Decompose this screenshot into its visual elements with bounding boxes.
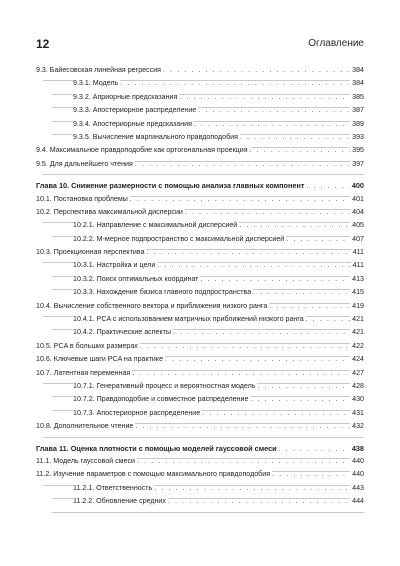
dot-leader <box>194 121 350 128</box>
toc-entry-title: 10.3.2. Поиск оптимальных координат <box>73 274 199 283</box>
dot-leader <box>137 458 350 465</box>
dot-leader <box>173 329 350 336</box>
toc-subsection-entry[interactable] <box>36 497 364 510</box>
toc-entry-title: 9.3.4. Апостериорные предсказания <box>73 119 192 128</box>
toc-entry-page: 385 <box>352 92 364 101</box>
dot-leader <box>286 236 350 243</box>
toc-subsection-entry[interactable] <box>36 235 364 248</box>
toc-entry-page: 411 <box>352 248 364 257</box>
toc-entry-page: 384 <box>352 79 364 88</box>
dot-leader <box>200 276 350 283</box>
running-header: Оглавление <box>308 38 364 49</box>
toc-entry-title: Глава 10. Снижение размерности с помощью анализа главных компонент <box>36 181 305 191</box>
toc-section-entry[interactable] <box>36 369 364 382</box>
toc-entry-title: 10.3.3. Нахождение базиса главного подпространства <box>73 288 252 297</box>
toc-entry-page: 428 <box>352 381 364 390</box>
toc-entry-page: 401 <box>352 194 364 203</box>
toc-entry-title: 9.4. Максимальное правдоподобие как ортогональная проекция <box>36 146 248 155</box>
dot-leader <box>272 471 350 478</box>
dot-leader <box>239 222 350 229</box>
dot-leader <box>140 343 350 350</box>
toc-entry-title: 10.3.1. Настройка и цели <box>73 261 156 270</box>
toc-subsection-entry[interactable] <box>36 221 364 234</box>
toc-subsection-entry[interactable] <box>36 133 364 146</box>
toc-subsection-entry[interactable] <box>36 395 364 408</box>
toc-entry-title: 10.7.2. Правдоподобие и совместное распределение <box>73 395 249 404</box>
toc-section-entry[interactable] <box>36 355 364 368</box>
toc-section-entry[interactable] <box>36 248 364 261</box>
toc-section-entry[interactable] <box>36 195 364 208</box>
toc-entry-title: Глава 11. Оценка плотности с помощью моделей гауссовой смеси <box>36 443 277 453</box>
toc-entry-title: 10.4.1. PCA с использованием матричных приближений низкого ранга <box>73 315 304 324</box>
toc-entry-page: 421 <box>352 328 364 337</box>
page-number: 12 <box>36 37 50 51</box>
dot-leader <box>157 262 350 269</box>
toc-subsection-entry[interactable] <box>36 106 364 119</box>
toc-entry-page: 405 <box>352 221 364 230</box>
toc-entry-title: 10.7. Латентная переменная <box>36 368 131 377</box>
toc-entry-title: 9.3. Байесовская линейная регрессия <box>36 66 162 74</box>
toc-section-entry[interactable] <box>36 422 364 435</box>
dot-leader <box>165 356 350 363</box>
toc-entry-page: 397 <box>352 159 364 168</box>
dot-leader <box>185 209 350 216</box>
toc-subsection-entry[interactable] <box>36 120 364 133</box>
dot-leader <box>135 161 350 168</box>
dot-leader <box>163 67 350 74</box>
toc-entry-title: 10.2.2. M-мерное подпространство с максимальной дисперсией <box>73 234 285 243</box>
dot-leader <box>269 303 350 310</box>
toc-entry-page: 444 <box>352 497 364 506</box>
toc-entry-page: 415 <box>352 288 364 297</box>
toc-entry-title: 10.6. Ключевые шаги PCA на практике <box>36 355 164 364</box>
dot-leader <box>250 147 351 154</box>
toc-subsection-entry[interactable] <box>36 79 364 92</box>
toc-entry-title: 10.4. Вычисление собственного вектора и приближения низкого ранга <box>36 301 268 310</box>
toc-subsection-entry[interactable] <box>36 484 364 497</box>
toc-entry-page: 413 <box>352 274 364 283</box>
toc-section-entry[interactable] <box>36 342 364 355</box>
toc-entry-title: 11.2.1. Ответственность <box>73 483 153 492</box>
dot-leader <box>279 446 350 453</box>
toc-entry-title: 10.8. Дополнительное чтение <box>36 422 134 431</box>
toc-entry-title: 10.4.2. Практические аспекты <box>73 328 172 337</box>
dot-leader <box>179 94 350 101</box>
dot-leader <box>257 383 350 390</box>
dot-leader <box>146 249 350 256</box>
toc-entry-title: 10.1. Постановка проблемы <box>36 194 128 203</box>
dot-leader <box>253 289 350 296</box>
toc-subsection-entry[interactable] <box>36 275 364 288</box>
dot-leader <box>250 396 350 403</box>
toc-entry-page: 393 <box>352 132 364 141</box>
toc-section-entry[interactable] <box>36 208 364 221</box>
toc-entry-title: 9.3.2. Априорные предсказания <box>73 92 178 101</box>
toc-entry-title: 11.1. Модель гауссовой смеси <box>36 456 135 465</box>
toc-section-entry[interactable] <box>36 160 364 173</box>
toc-subsection-entry[interactable] <box>36 328 364 341</box>
toc-entry-page: 430 <box>352 395 364 404</box>
toc-entry-title: 9.3.5. Вычисление маргинального правдоподобия <box>73 132 238 141</box>
toc-entry-page: 407 <box>352 234 364 243</box>
toc-entry-page: 432 <box>352 422 364 431</box>
dot-leader <box>202 410 350 417</box>
toc-subsection-entry[interactable] <box>36 315 364 328</box>
toc-entry-page: 443 <box>352 483 364 492</box>
dot-leader <box>198 107 350 114</box>
toc-entry-page: 440 <box>352 470 364 479</box>
toc-entry-title: 10.2.1. Направление с максимальной дисперсией <box>73 221 238 230</box>
dot-leader <box>168 498 350 505</box>
toc-subsection-entry[interactable] <box>36 409 364 422</box>
toc-entry-page: 404 <box>352 207 364 216</box>
toc-entry-page: 387 <box>352 106 364 115</box>
toc-subsection-entry[interactable] <box>36 93 364 106</box>
toc-subsection-entry[interactable] <box>36 382 364 395</box>
toc-entry-title: 11.2. Изучение параметров с помощью максимального правдоподобия <box>36 470 271 479</box>
toc-entry-page: 419 <box>352 301 364 310</box>
dot-leader <box>240 134 350 141</box>
dot-leader <box>132 370 350 377</box>
dot-leader <box>154 485 350 492</box>
dot-leader <box>120 80 350 87</box>
toc-entry-page: 400 <box>351 181 364 191</box>
toc-entry-title: 10.2. Перспектива максимальной дисперсии <box>36 207 183 216</box>
toc-section-entry[interactable] <box>36 146 364 159</box>
toc-entry-page: 438 <box>351 443 364 453</box>
toc-section-entry[interactable] <box>36 66 364 79</box>
toc-chapter-entry[interactable] <box>36 181 364 194</box>
toc-entry-page: 395 <box>352 146 364 155</box>
toc-entry-page: 422 <box>352 341 364 350</box>
dot-leader <box>306 316 350 323</box>
toc-entry-page: 389 <box>352 119 364 128</box>
toc-entry-page: 424 <box>352 355 364 364</box>
toc-section-entry[interactable] <box>36 302 364 315</box>
toc-section-entry[interactable] <box>36 470 364 483</box>
toc-entry-title: 9.3.3. Апостериорное распределение <box>73 106 197 115</box>
toc-entry-page: 411 <box>352 261 364 270</box>
toc-subsection-entry[interactable] <box>36 261 364 274</box>
toc-subsection-entry[interactable] <box>36 288 364 301</box>
toc-section-entry[interactable] <box>36 457 364 470</box>
toc-entry-title: 11.2.2. Обновление средних <box>73 497 166 506</box>
toc-entry-title: 10.5. PCA в больших размерах <box>36 341 138 350</box>
dot-leader <box>306 183 349 190</box>
toc-entry-page: 431 <box>352 408 364 417</box>
dot-leader <box>135 423 350 430</box>
toc-entry-title: 9.3.1. Модель <box>73 79 119 88</box>
toc-entry-page: 421 <box>352 315 364 324</box>
toc-entry-title: 10.3. Проекционная перспектива <box>36 248 145 257</box>
toc-entry-title: 10.7.1. Генеративный процесс и вероятностная модель <box>73 381 256 390</box>
table-of-contents <box>36 66 364 511</box>
toc-chapter-entry[interactable] <box>36 444 364 457</box>
toc-entry-page: 427 <box>352 368 364 377</box>
toc-entry-page: 384 <box>352 66 364 74</box>
dot-leader <box>130 196 350 203</box>
toc-entry-page: 440 <box>352 456 364 465</box>
toc-entry-title: 9.5. Для дальнейшего чтения <box>36 159 133 168</box>
toc-entry-title: 10.7.3. Апостериорное распределение <box>73 408 201 417</box>
